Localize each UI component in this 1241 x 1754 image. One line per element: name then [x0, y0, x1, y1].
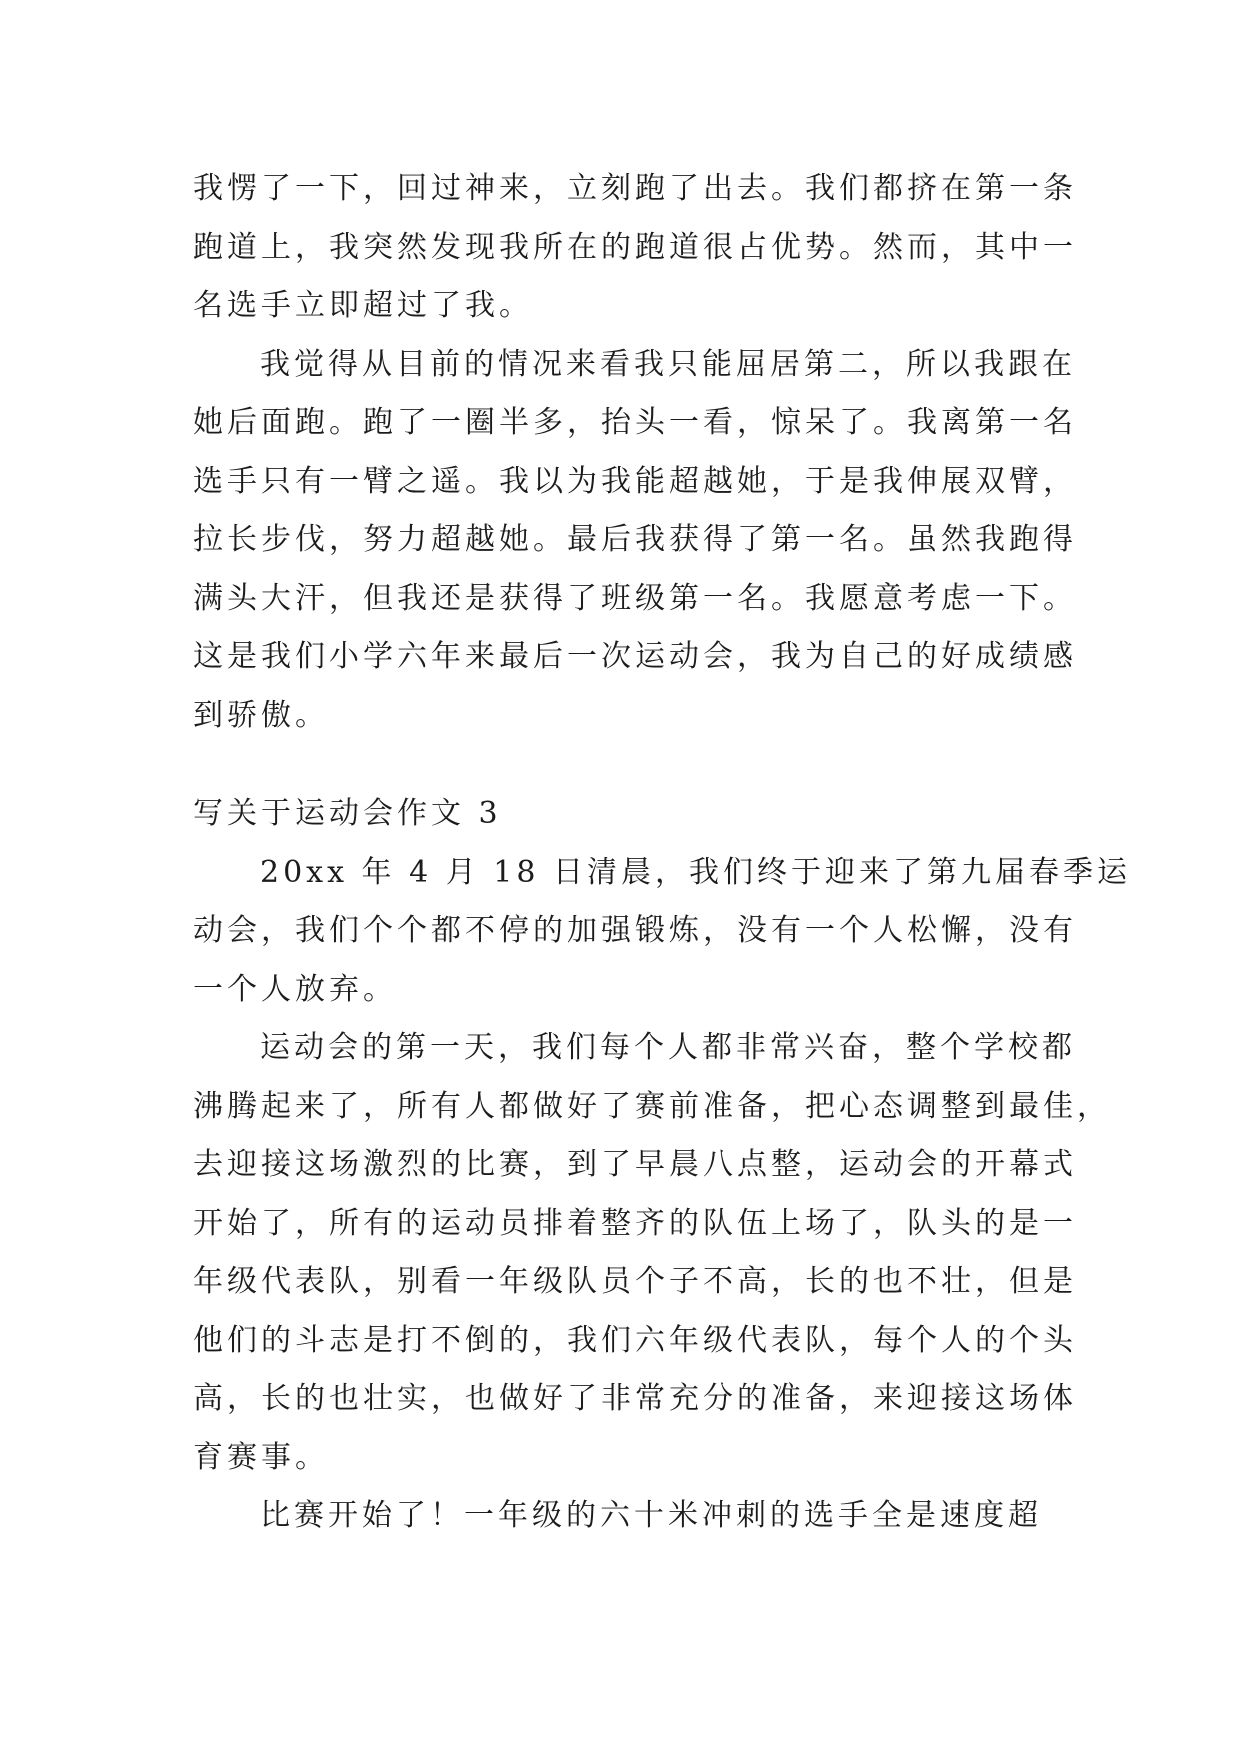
paragraph [193, 1487, 1073, 1546]
paragraph-line: 我愣了一下，回过神来，立刻跑了出去。我们都挤在第一条 [193, 171, 1077, 206]
paragraph-line: 高，长的也壮实，也做好了非常充分的准备，来迎接这场体 [193, 1381, 1077, 1416]
paragraph-line: 名选手立即超过了我。 [193, 288, 533, 323]
paragraph-line: 跑道上，我突然发现我所在的跑道很占优势。然而，其中一 [193, 229, 1077, 265]
paragraph-line: 拉长步伐，努力超越她。最后我获得了第一名。虽然我跑得 [193, 522, 1077, 557]
paragraph-line: 运动会的第一天，我们每个人都非常兴奋，整个学校都 [260, 1030, 1076, 1065]
paragraph-line: 到骄傲。 [193, 697, 329, 733]
paragraph [193, 1019, 1111, 1487]
paragraph [193, 844, 1131, 1020]
paragraph-line: 这是我们小学六年来最后一次运动会，我为自己的好成绩感 [193, 639, 1077, 674]
paragraph-line: 育赛事。 [193, 1439, 329, 1475]
paragraph-line: 一个人放弃。 [193, 971, 397, 1007]
paragraph-line: 我觉得从目前的情况来看我只能屈居第二，所以我跟在 [260, 346, 1076, 382]
section-gap [193, 745, 1073, 785]
paragraph-line: 年级代表队，别看一年级队员个子不高，长的也不壮，但是 [193, 1264, 1077, 1299]
paragraph-line: 去迎接这场激烈的比赛，到了早晨八点整，运动会的开幕式 [193, 1147, 1077, 1182]
paragraph-line: 开始了，所有的运动员排着整齐的队伍上场了，队头的是一 [193, 1205, 1077, 1241]
paragraph-line: 他们的斗志是打不倒的，我们六年级代表队，每个人的个头 [193, 1322, 1077, 1358]
paragraph-line: 20xx 年 4 月 18 日清晨，我们终于迎来了第九届春季运 [260, 854, 1131, 890]
section-paragraphs [193, 844, 1131, 1546]
paragraph-line: 她后面跑。跑了一圈半多，抬头一看，惊呆了。我离第一名 [193, 405, 1077, 440]
paragraph-line: 选手只有一臂之遥。我以为我能超越她，于是我伸展双臂， [193, 463, 1077, 499]
section-title: 写关于运动会作文 3 [193, 796, 502, 831]
paragraph-line: 沸腾起来了，所有人都做好了赛前准备，把心态调整到最佳， [193, 1088, 1111, 1124]
paragraph [193, 160, 1077, 336]
intro-paragraphs [193, 160, 1077, 745]
paragraph-line: 比赛开始了！一年级的六十米冲刺的选手全是速度超 [260, 1498, 1042, 1533]
paragraph-line: 满头大汗，但我还是获得了班级第一名。我愿意考虑一下。 [193, 580, 1077, 616]
paragraph [193, 336, 1077, 746]
document-content [193, 160, 1131, 1546]
paragraph-line: 动会，我们个个都不停的加强锻炼，没有一个人松懈，没有 [193, 913, 1077, 948]
